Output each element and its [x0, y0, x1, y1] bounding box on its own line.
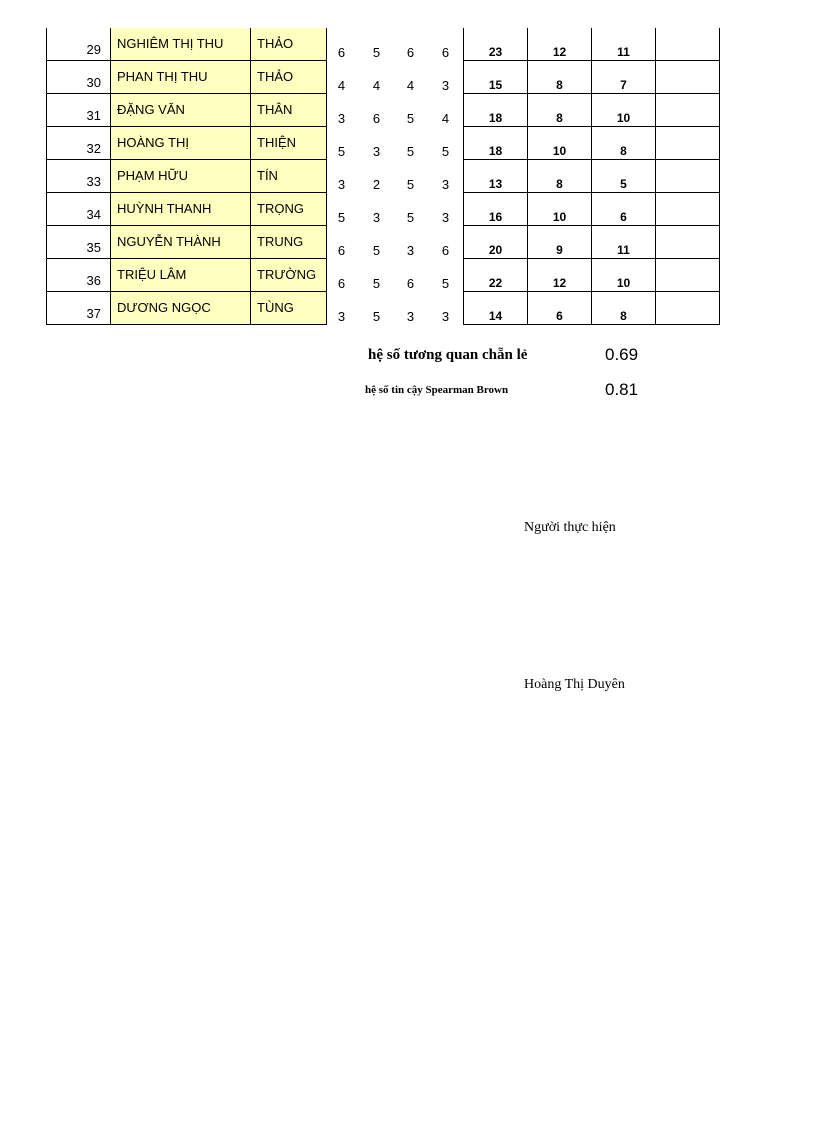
- total-cell: [463, 292, 527, 325]
- score-cell-1-text: 3: [337, 309, 346, 324]
- score-cell-3: [393, 28, 428, 61]
- surname-cell: [110, 127, 250, 160]
- score-cell-2: [359, 61, 394, 94]
- even-sum-cell: [527, 193, 591, 226]
- odd-sum-cell: [591, 127, 655, 160]
- row-number: [46, 226, 110, 259]
- surname-cell-text: HUỲNH THANH: [117, 201, 212, 216]
- given-name-cell: [250, 259, 327, 292]
- score-cell-1-text: 6: [337, 243, 346, 258]
- score-cell-3: [393, 226, 428, 259]
- surname-cell: [110, 193, 250, 226]
- odd-sum-cell-text: 5: [620, 177, 627, 191]
- odd-sum-cell: [591, 193, 655, 226]
- even-sum-cell: [527, 226, 591, 259]
- surname-cell-text: PHẠM HỮU: [117, 168, 189, 183]
- even-sum-cell: [527, 127, 591, 160]
- given-name-cell-text: TÙNG: [257, 300, 294, 315]
- score-cell-3: [393, 259, 428, 292]
- row-number-text: 29: [86, 42, 101, 57]
- row-number: [46, 193, 110, 226]
- total-cell-text: 18: [488, 111, 503, 125]
- row-number: [46, 28, 110, 61]
- even-sum-cell-text: 12: [552, 45, 567, 59]
- surname-cell-text: PHAN THỊ THU: [117, 69, 208, 84]
- score-cell-3-text: 5: [406, 210, 415, 225]
- signature-role: Người thực hiện: [524, 520, 616, 535]
- odd-sum-cell: [591, 292, 655, 325]
- score-cell-4-text: 4: [441, 111, 450, 126]
- score-cell-1: [324, 193, 359, 226]
- odd-sum-cell: [591, 259, 655, 292]
- score-cell-1: [324, 61, 359, 94]
- total-cell-text: 15: [488, 78, 503, 92]
- score-cell-1-text: 3: [337, 111, 346, 126]
- odd-sum-cell: [591, 94, 655, 127]
- surname-cell-text: HOÀNG THỊ: [117, 135, 189, 150]
- even-sum-cell-text: 10: [552, 210, 567, 224]
- even-sum-cell-text: 8: [556, 111, 563, 125]
- score-cell-2-text: 6: [372, 111, 381, 126]
- given-name-cell-text: TRUNG: [257, 234, 304, 249]
- score-cell-4-text: 3: [441, 210, 450, 225]
- row-number: [46, 127, 110, 160]
- empty-cell: [655, 28, 720, 61]
- score-cell-2: [359, 160, 394, 193]
- score-cell-4-text: 5: [441, 276, 450, 291]
- score-cell-4: [428, 226, 463, 259]
- surname-cell: [110, 259, 250, 292]
- surname-cell-text: NGUYỄN THÀNH: [117, 234, 221, 249]
- score-cell-3-text: 6: [406, 45, 415, 60]
- score-cell-4: [428, 94, 463, 127]
- score-cell-2-text: 5: [372, 276, 381, 291]
- given-name-cell-text: TRỌNG: [257, 201, 304, 216]
- surname-cell-text: TRIỆU LÂM: [117, 267, 187, 282]
- total-cell-text: 13: [488, 177, 503, 191]
- score-cell-4: [428, 28, 463, 61]
- surname-cell: [110, 292, 250, 325]
- surname-cell: [110, 226, 250, 259]
- empty-cell: [655, 61, 720, 94]
- given-name-cell: [250, 193, 327, 226]
- surname-cell-text: NGHIÊM THỊ THU: [117, 36, 224, 51]
- score-cell-1: [324, 292, 359, 325]
- score-cell-1-text: 5: [337, 210, 346, 225]
- even-sum-cell: [527, 94, 591, 127]
- score-cell-1: [324, 259, 359, 292]
- score-cell-1: [324, 94, 359, 127]
- even-sum-cell: [527, 160, 591, 193]
- row-number: [46, 94, 110, 127]
- score-cell-2: [359, 193, 394, 226]
- table-row: [0, 127, 816, 160]
- score-cell-2-text: 5: [372, 45, 381, 60]
- score-cell-3-text: 3: [406, 243, 415, 258]
- given-name-cell: [250, 226, 327, 259]
- odd-sum-cell-text: 10: [616, 111, 631, 125]
- signature-name: Hoàng Thị Duyên: [524, 677, 625, 692]
- score-cell-1-text: 3: [337, 177, 346, 192]
- total-cell: [463, 160, 527, 193]
- correlation-value: 0.69: [605, 345, 639, 364]
- score-cell-4-text: 5: [441, 144, 450, 159]
- row-number: [46, 292, 110, 325]
- total-cell-text: 22: [488, 276, 503, 290]
- score-cell-2: [359, 292, 394, 325]
- score-cell-2-text: 5: [372, 243, 381, 258]
- row-number-text: 35: [86, 240, 101, 255]
- reliability-value: 0.81: [605, 380, 639, 399]
- empty-cell: [655, 160, 720, 193]
- given-name-cell-text: THÂN: [257, 102, 293, 117]
- score-cell-4-text: 6: [441, 243, 450, 258]
- table-row: [0, 61, 816, 94]
- row-number-text: 30: [86, 75, 101, 90]
- score-cell-1-text: 5: [337, 144, 346, 159]
- surname-cell-text: DƯƠNG NGỌC: [117, 300, 211, 315]
- score-cell-2: [359, 259, 394, 292]
- odd-sum-cell: [591, 28, 655, 61]
- score-cell-3-text: 6: [406, 276, 415, 291]
- even-sum-cell: [527, 292, 591, 325]
- empty-cell: [655, 292, 720, 325]
- even-sum-cell: [527, 259, 591, 292]
- row-number-text: 31: [86, 108, 101, 123]
- odd-sum-cell-text: 8: [620, 144, 627, 158]
- empty-cell: [655, 259, 720, 292]
- table-row: [0, 226, 816, 259]
- score-cell-4: [428, 61, 463, 94]
- table-row: [0, 193, 816, 226]
- score-cell-3-text: 5: [406, 111, 415, 126]
- total-cell-text: 14: [488, 309, 503, 323]
- odd-sum-cell-text: 8: [620, 309, 627, 323]
- score-cell-4-text: 3: [441, 78, 450, 93]
- total-cell-text: 20: [488, 243, 503, 257]
- reliability-label: hệ số tin cậy Spearman Brown: [365, 384, 509, 396]
- score-cell-3-text: 5: [406, 144, 415, 159]
- given-name-cell: [250, 28, 327, 61]
- empty-cell: [655, 193, 720, 226]
- score-cell-2: [359, 28, 394, 61]
- total-cell-text: 23: [488, 45, 503, 59]
- table-row: [0, 259, 816, 292]
- table-row: [0, 94, 816, 127]
- total-cell-text: 16: [488, 210, 503, 224]
- total-cell-text: 18: [488, 144, 503, 158]
- empty-cell: [655, 226, 720, 259]
- even-sum-cell-text: 8: [556, 78, 563, 92]
- score-cell-1: [324, 28, 359, 61]
- total-cell: [463, 193, 527, 226]
- even-sum-cell-text: 12: [552, 276, 567, 290]
- total-cell: [463, 28, 527, 61]
- surname-cell: [110, 28, 250, 61]
- odd-sum-cell-text: 10: [616, 276, 631, 290]
- score-cell-2: [359, 127, 394, 160]
- given-name-cell: [250, 94, 327, 127]
- score-cell-2-text: 3: [372, 144, 381, 159]
- score-cell-2-text: 5: [372, 309, 381, 324]
- row-number-text: 36: [86, 273, 101, 288]
- odd-sum-cell-text: 11: [617, 243, 630, 257]
- given-name-cell-text: TRƯỜNG: [257, 267, 317, 282]
- score-cell-1: [324, 160, 359, 193]
- even-sum-cell-text: 10: [552, 144, 567, 158]
- score-cell-1-text: 6: [337, 45, 346, 60]
- even-sum-cell-text: 8: [556, 177, 563, 191]
- score-cell-4: [428, 292, 463, 325]
- correlation-label: hệ số tương quan chẵn lẻ: [368, 347, 528, 363]
- even-sum-cell-text: 9: [556, 243, 563, 257]
- given-name-cell-text: THIỆN: [257, 135, 296, 150]
- score-cell-1: [324, 226, 359, 259]
- total-cell: [463, 127, 527, 160]
- row-number-text: 33: [86, 174, 101, 189]
- row-number: [46, 160, 110, 193]
- given-name-cell: [250, 61, 327, 94]
- even-sum-cell: [527, 28, 591, 61]
- score-cell-1: [324, 127, 359, 160]
- score-cell-3: [393, 292, 428, 325]
- odd-sum-cell: [591, 61, 655, 94]
- score-cell-3: [393, 160, 428, 193]
- score-cell-2-text: 3: [372, 210, 381, 225]
- row-number-text: 37: [86, 306, 101, 321]
- surname-cell: [110, 61, 250, 94]
- odd-sum-cell-text: 6: [620, 210, 627, 224]
- given-name-cell: [250, 292, 327, 325]
- row-number-text: 32: [86, 141, 101, 156]
- surname-cell: [110, 94, 250, 127]
- row-number: [46, 259, 110, 292]
- score-cell-3: [393, 61, 428, 94]
- score-cell-2-text: 4: [372, 78, 381, 93]
- score-cell-3-text: 5: [406, 177, 415, 192]
- even-sum-cell: [527, 61, 591, 94]
- row-number: [46, 61, 110, 94]
- score-cell-4: [428, 193, 463, 226]
- surname-cell-text: ĐẶNG VĂN: [117, 102, 185, 117]
- score-cell-3: [393, 94, 428, 127]
- given-name-cell-text: THẢO: [257, 69, 294, 84]
- score-cell-2: [359, 226, 394, 259]
- score-cell-4-text: 6: [441, 45, 450, 60]
- empty-cell: [655, 127, 720, 160]
- even-sum-cell-text: 6: [556, 309, 563, 323]
- given-name-cell-text: THẢO: [257, 36, 294, 51]
- total-cell: [463, 94, 527, 127]
- score-cell-3: [393, 127, 428, 160]
- score-cell-4-text: 3: [441, 177, 450, 192]
- score-cell-2-text: 2: [372, 177, 381, 192]
- table-row: [0, 292, 816, 325]
- score-cell-1-text: 4: [337, 78, 346, 93]
- odd-sum-cell: [591, 226, 655, 259]
- total-cell: [463, 61, 527, 94]
- score-cell-4: [428, 160, 463, 193]
- score-cell-4: [428, 259, 463, 292]
- total-cell: [463, 226, 527, 259]
- table-row: [0, 28, 816, 61]
- given-name-cell: [250, 127, 327, 160]
- row-number-text: 34: [86, 207, 101, 222]
- score-cell-1-text: 6: [337, 276, 346, 291]
- score-cell-4: [428, 127, 463, 160]
- score-cell-4-text: 3: [441, 309, 450, 324]
- table-row: [0, 160, 816, 193]
- given-name-cell: [250, 160, 327, 193]
- odd-sum-cell-text: 7: [620, 78, 627, 92]
- score-cell-2: [359, 94, 394, 127]
- score-cell-3-text: 4: [406, 78, 415, 93]
- total-cell: [463, 259, 527, 292]
- odd-sum-cell-text: 11: [617, 45, 630, 59]
- surname-cell: [110, 160, 250, 193]
- score-cell-3-text: 3: [406, 309, 415, 324]
- odd-sum-cell: [591, 160, 655, 193]
- score-cell-3: [393, 193, 428, 226]
- given-name-cell-text: TÍN: [257, 168, 278, 183]
- empty-cell: [655, 94, 720, 127]
